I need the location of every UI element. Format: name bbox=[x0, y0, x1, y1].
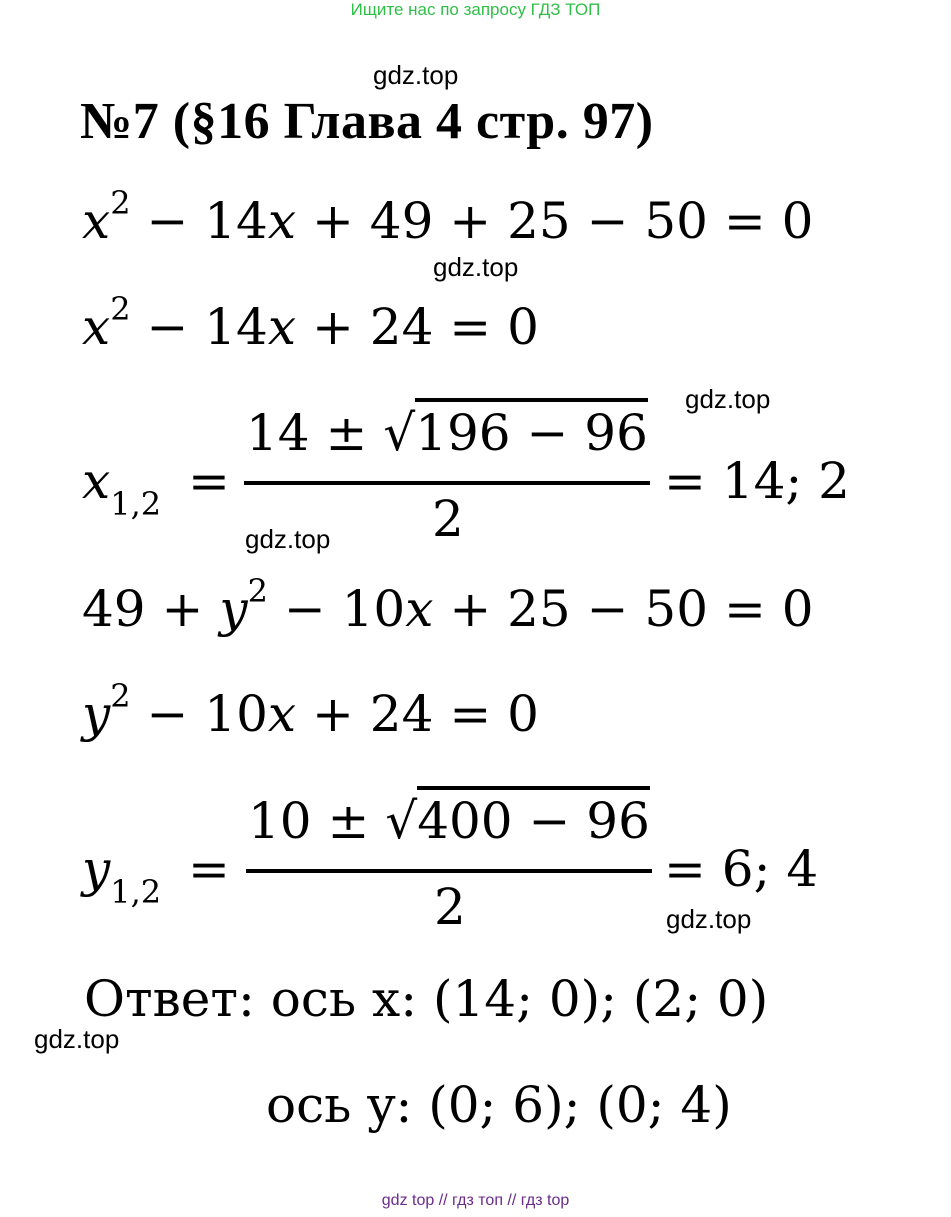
page-title: №7 (§16 Глава 4 стр. 97) bbox=[80, 93, 654, 150]
eq4-var2: x bbox=[405, 580, 434, 638]
eq3-lhs bbox=[82, 452, 162, 523]
watermark: gdz.top bbox=[34, 1024, 120, 1054]
eq4-rest: − 10 bbox=[267, 580, 406, 638]
eq2-var2: x bbox=[267, 298, 297, 356]
eq4-var: y bbox=[219, 580, 248, 638]
eq5-exp: 2 bbox=[110, 677, 131, 716]
eq4-exp: 2 bbox=[247, 572, 268, 611]
eq3-num-left: 14 ± bbox=[246, 404, 384, 462]
eq4-tail: + 25 − 50 = 0 bbox=[433, 580, 814, 638]
eq1-var2: x bbox=[267, 192, 297, 250]
eq3-var: x bbox=[82, 452, 111, 510]
equation-4 bbox=[82, 572, 814, 638]
eq1-exp: 2 bbox=[110, 184, 131, 223]
eq3-radicand: 196 − 96 bbox=[415, 398, 648, 462]
eq3-fraction-line bbox=[244, 481, 650, 485]
eq2-tail: + 24 = 0 bbox=[296, 298, 539, 356]
footer-links[interactable]: gdz top // гдз топ // гдз top bbox=[381, 1192, 570, 1209]
watermark: gdz.top bbox=[685, 384, 771, 414]
eq6-radicand: 400 − 96 bbox=[417, 786, 650, 850]
answer-line-1: Ответ: ось x: (14; 0); (2; 0) bbox=[84, 970, 769, 1028]
eq6-num-left: 10 ± bbox=[248, 792, 386, 850]
eq3-denominator: 2 bbox=[432, 490, 464, 548]
answer-line-2: ось y: (0; 6); (0; 4) bbox=[266, 1076, 732, 1134]
eq3-result: = 14; 2 bbox=[664, 452, 850, 510]
eq1-var: x bbox=[82, 192, 111, 250]
eq3-equals: = bbox=[188, 452, 230, 510]
eq6-var: y bbox=[82, 840, 111, 898]
eq6-numerator bbox=[248, 792, 650, 850]
sqrt-icon: √ bbox=[383, 404, 416, 462]
equation-1 bbox=[82, 184, 814, 250]
eq6-result: = 6; 4 bbox=[664, 840, 819, 898]
eq2-rest: − 14 bbox=[130, 298, 268, 356]
eq1-tail: + 49 + 25 − 50 = 0 bbox=[296, 192, 814, 250]
equation-5 bbox=[82, 677, 539, 743]
watermark: gdz.top bbox=[245, 524, 331, 554]
top-banner[interactable]: Ищите нас по запросу ГДЗ ТОП bbox=[350, 0, 601, 19]
eq5-rest: − 10 bbox=[130, 685, 268, 743]
equation-2 bbox=[82, 290, 539, 356]
watermark: gdz.top bbox=[373, 60, 459, 90]
sqrt-icon: √ bbox=[385, 792, 418, 850]
eq5-var: y bbox=[82, 685, 111, 743]
eq5-var2: x bbox=[267, 685, 297, 743]
eq6-fraction-line bbox=[246, 869, 652, 873]
eq1-rest: − 14 bbox=[130, 192, 268, 250]
eq5-tail: + 24 = 0 bbox=[296, 685, 539, 743]
eq2-exp: 2 bbox=[110, 290, 131, 329]
watermark: gdz.top bbox=[666, 904, 752, 934]
eq3-sub: 1,2 bbox=[110, 485, 162, 523]
eq6-sub: 1,2 bbox=[110, 873, 162, 911]
eq2-var: x bbox=[82, 298, 111, 356]
eq4-head: 49 + bbox=[82, 580, 220, 638]
eq6-lhs bbox=[82, 840, 162, 911]
eq6-denominator: 2 bbox=[434, 878, 466, 936]
eq3-numerator bbox=[246, 404, 648, 462]
watermark: gdz.top bbox=[433, 252, 519, 282]
eq6-equals: = bbox=[188, 840, 230, 898]
